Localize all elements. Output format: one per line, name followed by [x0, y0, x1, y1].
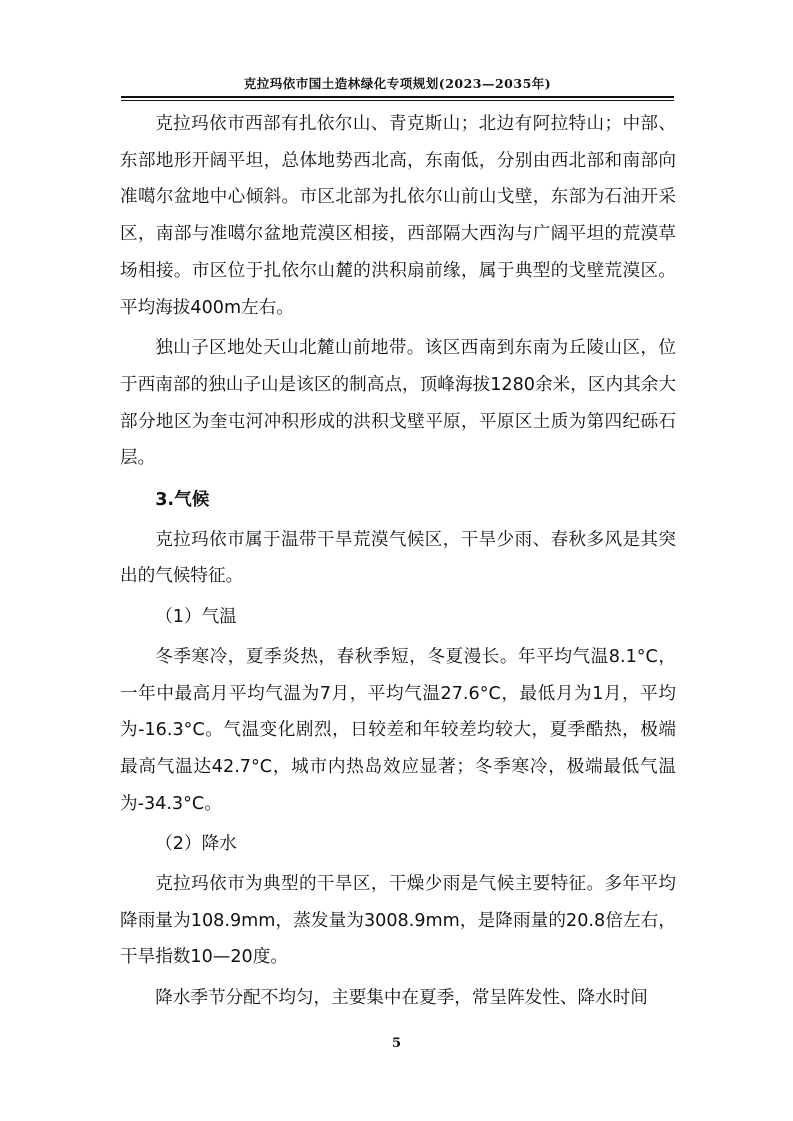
header-rule-thin — [121, 100, 674, 101]
body-text — [120, 106, 676, 1017]
paragraph-precipitation: 克拉玛依市为典型的干旱区，干燥少雨是气候主要特征。多年平均降雨量为108.9mm，蒸发量为3008.9mm，是降雨量的20.8倍左右，干旱指数10—20度。 — [120, 874, 676, 968]
paragraph-climate-overview: 克拉玛依市属于温带干旱荒漠气候区，干旱少雨、春秋多风是其突出的气候特征。 — [120, 529, 676, 587]
paragraph-precipitation-season: 降水季节分配不均匀，主要集中在夏季，常呈阵发性、降水时间 — [155, 988, 648, 1009]
running-header: 克拉玛依市国土造林绿化专项规划(2023—2035年) — [243, 76, 552, 91]
section-heading-climate: 3.气候 — [155, 490, 210, 511]
paragraph-temperature: 冬季寒冷，夏季炎热，春秋季短，冬夏漫长。年平均气温8.1°C，一年中最高月平均气温为7月，平均气温27.6°C，最低月为1月，平均为-16.3°C。气温变化剧烈，日较差和年较差均较大，夏季酷热，极端最高气温达42.7°C，城市内热岛效应显著；冬季寒冷，极端最低气温为-34.3°C。 — [120, 646, 676, 814]
header-rule-thick — [121, 96, 674, 98]
page-number: 5 — [391, 1036, 402, 1051]
paragraph-terrain-karamay: 克拉玛依市西部有扎依尔山、青克斯山；北边有阿拉特山；中部、东部地形开阔平坦，总体地势西北高，东南低，分别由西北部和南部向准噶尔盆地中心倾斜。市区北部为扎依尔山前山戈壁，东部为石油开采区，南部与准噶尔盆地荒漠区相接，西部隔大西沟与广阔平坦的荒漠草场相接。市区位于扎依尔山麓的洪积扇前缘，属于典型的戈壁荒漠区。平均海拔400m左右。 — [120, 114, 676, 318]
subheading-temperature: （1）气温 — [155, 607, 237, 628]
paragraph-terrain-dushanzi: 独山子区地处天山北麓山前地带。该区西南到东南为丘陵山区，位于西南部的独山子山是该区的制高点，顶峰海拔1280余米，区内其余大部分地区为奎屯河冲积形成的洪积戈壁平原，平原区土质为第四纪砾石层。 — [120, 338, 676, 469]
subheading-precipitation: （2）降水 — [155, 834, 237, 855]
